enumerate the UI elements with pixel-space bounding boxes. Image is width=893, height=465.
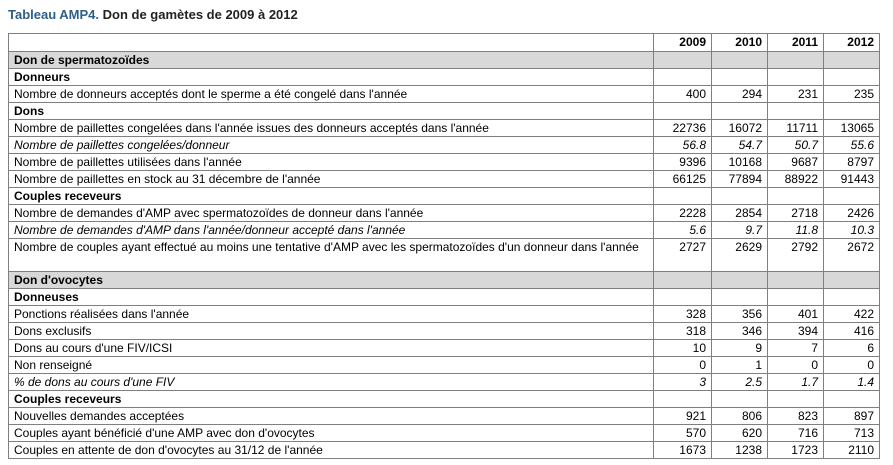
empty-cell [768,69,824,86]
value-cell: 235 [824,86,880,103]
row-label: Donneuses [9,289,654,306]
value-cell: 346 [712,323,768,340]
value-cell: 22736 [654,120,712,137]
row-label: Couples en attente de don d'ovocytes au 31/12 de l'année [9,442,654,459]
value-cell: 11.8 [768,222,824,239]
row-label: Nombre de demandes d'AMP dans l'année/donneur accepté dans l'année [9,222,654,239]
value-cell: 422 [824,306,880,323]
row-label: Nouvelles demandes acceptées [9,408,654,425]
value-cell: 2727 [654,239,712,272]
table-row [9,442,880,459]
value-cell: 2110 [824,442,880,459]
empty-cell [654,272,712,289]
value-cell: 1.7 [768,374,824,391]
row-label: Nombre de couples ayant effectué au moins une tentative d'AMP avec les spermatozoïdes d'un donneur dans l'année [9,239,654,272]
empty-cell [654,188,712,205]
value-cell: 294 [712,86,768,103]
value-cell: 2629 [712,239,768,272]
empty-cell [768,52,824,69]
row-label: Nombre de paillettes en stock au 31 décembre de l'année [9,171,654,188]
row-label: Nombre de paillettes congelées dans l'année issues des donneurs acceptés dans l'année [9,120,654,137]
value-cell: 9.7 [712,222,768,239]
table-title [8,7,298,22]
value-cell: 231 [768,86,824,103]
value-cell: 823 [768,408,824,425]
value-cell: 55.6 [824,137,880,154]
value-cell: 2854 [712,205,768,222]
subsection-header-row [9,69,880,86]
table-row [9,171,880,188]
empty-cell [768,289,824,306]
value-cell: 318 [654,323,712,340]
empty-cell [768,391,824,408]
value-cell: 66125 [654,171,712,188]
empty-cell [654,69,712,86]
empty-cell [824,103,880,120]
value-cell: 1238 [712,442,768,459]
value-cell: 0 [654,357,712,374]
value-cell: 401 [768,306,824,323]
value-cell: 1673 [654,442,712,459]
row-label: % de dons au cours d'une FIV [9,374,654,391]
empty-cell [824,289,880,306]
value-cell: 91443 [824,171,880,188]
ratio-row [9,137,880,154]
year-header: 2011 [768,34,824,52]
table-row [9,340,880,357]
row-label: Couples receveurs [9,188,654,205]
value-cell: 13065 [824,120,880,137]
empty-cell [712,391,768,408]
table-row [9,205,880,222]
value-cell: 10 [654,340,712,357]
row-label: Dons [9,103,654,120]
value-cell: 9396 [654,154,712,171]
row-label: Donneurs [9,69,654,86]
value-cell: 921 [654,408,712,425]
empty-cell [654,391,712,408]
table-row [9,357,880,374]
value-cell: 11711 [768,120,824,137]
value-cell: 2.5 [712,374,768,391]
table-row [9,154,880,171]
empty-cell [712,188,768,205]
value-cell: 88922 [768,171,824,188]
row-label: Don d'ovocytes [9,272,654,289]
value-cell: 9 [712,340,768,357]
value-cell: 7 [768,340,824,357]
empty-cell [654,103,712,120]
value-cell: 328 [654,306,712,323]
value-cell: 2792 [768,239,824,272]
empty-cell [824,69,880,86]
empty-cell [768,103,824,120]
year-header: 2012 [824,34,880,52]
value-cell: 1 [712,357,768,374]
section-header-row [9,272,880,289]
value-cell: 77894 [712,171,768,188]
table-title-number: Tableau AMP4. [8,7,100,22]
empty-cell [824,188,880,205]
table-row [9,120,880,137]
value-cell: 10.3 [824,222,880,239]
ratio-row [9,222,880,239]
empty-cell [712,289,768,306]
header-label-cell [9,34,654,52]
empty-cell [712,103,768,120]
table-title-text: Don de gamètes de 2009 à 2012 [99,7,298,22]
row-label: Couples receveurs [9,391,654,408]
empty-cell [654,52,712,69]
empty-cell [712,272,768,289]
subsection-header-row [9,391,880,408]
subsection-header-row [9,188,880,205]
value-cell: 2426 [824,205,880,222]
value-cell: 356 [712,306,768,323]
value-cell: 16072 [712,120,768,137]
empty-cell [654,289,712,306]
row-label: Nombre de demandes d'AMP avec spermatozoïdes de donneur dans l'année [9,205,654,222]
ratio-row [9,374,880,391]
row-label: Nombre de paillettes utilisées dans l'année [9,154,654,171]
empty-cell [824,52,880,69]
value-cell: 416 [824,323,880,340]
value-cell: 8797 [824,154,880,171]
empty-cell [768,188,824,205]
empty-cell [824,391,880,408]
year-header: 2010 [712,34,768,52]
value-cell: 5.6 [654,222,712,239]
value-cell: 713 [824,425,880,442]
value-cell: 0 [824,357,880,374]
value-cell: 2718 [768,205,824,222]
value-cell: 1723 [768,442,824,459]
subsection-header-row [9,103,880,120]
table-row [9,425,880,442]
value-cell: 1.4 [824,374,880,391]
value-cell: 56.8 [654,137,712,154]
value-cell: 716 [768,425,824,442]
value-cell: 10168 [712,154,768,171]
value-cell: 6 [824,340,880,357]
value-cell: 2228 [654,205,712,222]
row-label: Don de spermatozoïdes [9,52,654,69]
value-cell: 806 [712,408,768,425]
row-label: Non renseigné [9,357,654,374]
value-cell: 50.7 [768,137,824,154]
gamete-donation-table [8,33,880,459]
row-label: Nombre de paillettes congelées/donneur [9,137,654,154]
value-cell: 394 [768,323,824,340]
value-cell: 0 [768,357,824,374]
empty-cell [824,272,880,289]
value-cell: 897 [824,408,880,425]
row-label: Dons au cours d'une FIV/ICSI [9,340,654,357]
table-row [9,239,880,272]
value-cell: 9687 [768,154,824,171]
value-cell: 54.7 [712,137,768,154]
table-row [9,323,880,340]
row-label: Dons exclusifs [9,323,654,340]
empty-cell [712,69,768,86]
row-label: Nombre de donneurs acceptés dont le sperme a été congelé dans l'année [9,86,654,103]
value-cell: 400 [654,86,712,103]
value-cell: 570 [654,425,712,442]
table-row [9,408,880,425]
table-row [9,86,880,103]
section-header-row [9,52,880,69]
value-cell: 620 [712,425,768,442]
value-cell: 3 [654,374,712,391]
value-cell: 2672 [824,239,880,272]
year-header: 2009 [654,34,712,52]
row-label: Couples ayant bénéficié d'une AMP avec don d'ovocytes [9,425,654,442]
row-label: Ponctions réalisées dans l'année [9,306,654,323]
table-row [9,306,880,323]
empty-cell [712,52,768,69]
header-row [9,34,880,52]
subsection-header-row [9,289,880,306]
empty-cell [768,272,824,289]
